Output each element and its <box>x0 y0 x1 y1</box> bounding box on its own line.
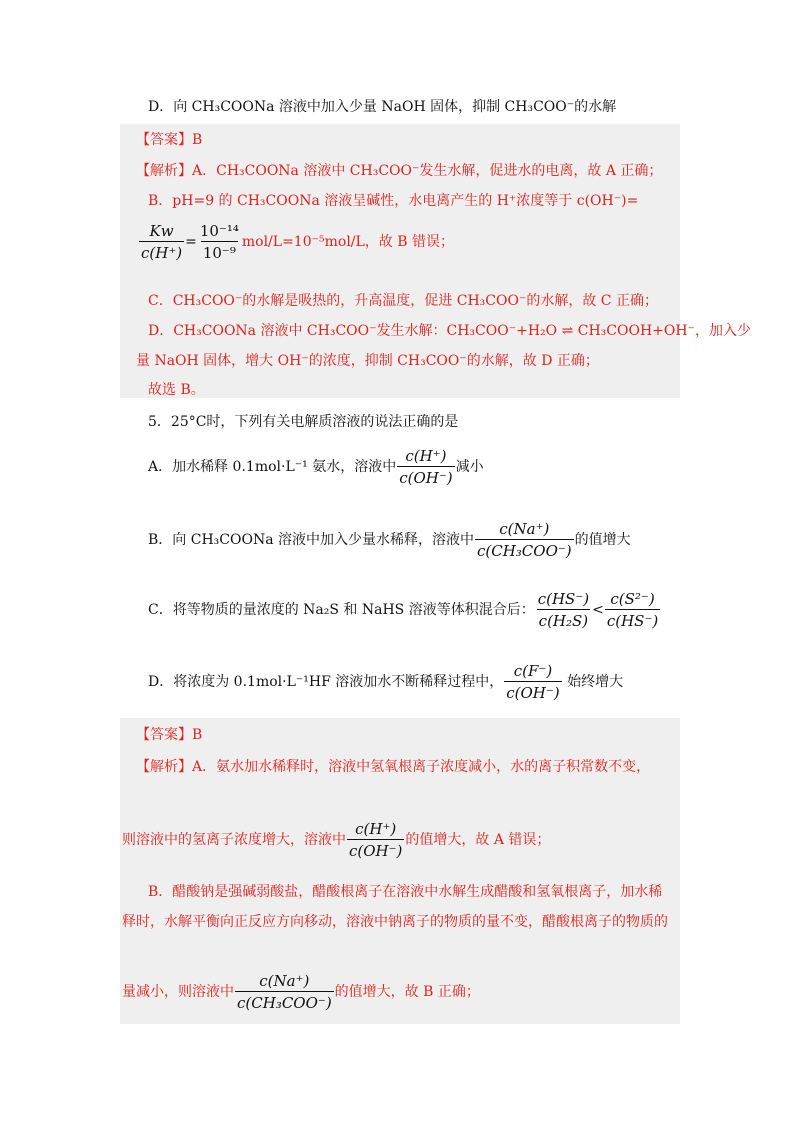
fraction-numerator: c(Na⁺) <box>259 972 310 990</box>
q4-analysis-line1: 【解析】A．CH₃COONa 溶液中 CH₃COO⁻发生水解，促进水的电离，故 A 正确； <box>136 163 663 179</box>
q5-option-b-fraction <box>475 520 574 560</box>
fraction-numerator: c(H⁺) <box>355 820 397 838</box>
q4-analysis-line4: C．CH₃COO⁻的水解是吸热的，升高温度，促进 CH₃COO⁻的水解，故 C 正确； <box>148 293 658 309</box>
fraction-denominator: c(OH⁻) <box>504 681 561 702</box>
q5-option-c-text: C．将等物质的量浓度的 Na₂S 和 NaHS 溶液等体积混合后： <box>148 602 535 618</box>
fraction-denominator: c(H₂S) <box>537 609 590 630</box>
q4-analysis-line7: 故选 B。 <box>148 382 205 398</box>
q5-option-d <box>148 662 623 702</box>
fraction-numerator: c(F⁻) <box>513 662 553 680</box>
q4-analysis-line3-tail: mol/L=10⁻⁵mol/L，故 B 错误； <box>241 234 455 250</box>
kw-fraction <box>139 222 184 262</box>
q5-analysis-line5-tail: 的值增大，故 B 正确； <box>334 984 480 1000</box>
q5-analysis-line5 <box>122 972 480 1012</box>
q5-option-d-fraction <box>504 662 561 702</box>
fraction-denominator: c(CH₃COO⁻) <box>475 539 574 560</box>
q5-option-c <box>148 590 661 630</box>
value-numerator: 10⁻¹⁴ <box>199 222 239 240</box>
q5-analysis-line2-text: 则溶液中的氢离子浓度增大，溶液中 <box>122 832 346 848</box>
q5-analysis-line4: 释时，水解平衡向正反应方向移动，溶液中钠离子的物质的量不变，醋酸根离子的物质的 <box>122 914 668 930</box>
fraction-numerator: c(S²⁻) <box>610 590 655 608</box>
q5-option-c-fraction-2 <box>605 590 660 630</box>
q5-analysis-line2-tail: 的值增大，故 A 错误； <box>405 832 551 848</box>
value-denominator: 10⁻⁹ <box>201 241 238 262</box>
kw-denominator: c(H⁺) <box>139 241 184 262</box>
q4-analysis-line6: 量 NaOH 固体，增大 OH⁻的浓度，抑制 CH₃COO⁻的水解，故 D 正确； <box>136 353 599 369</box>
q5-option-d-text: D．将浓度为 0.1mol·L⁻¹HF 溶液加水不断稀释过程中， <box>148 674 504 690</box>
q5-option-b <box>148 520 631 560</box>
q5-option-a <box>148 447 484 487</box>
q5-option-a-tail: 减小 <box>455 459 484 475</box>
q5-analysis-line3: B．醋酸钠是强碱弱酸盐，醋酸根离子在溶液中水解生成醋酸和氢氧根离子，加水稀 <box>148 884 663 900</box>
value-fraction <box>198 222 241 262</box>
q5-option-a-fraction <box>397 447 454 487</box>
q5-analysis-line2 <box>122 820 550 860</box>
fraction-denominator: c(CH₃COO⁻) <box>235 991 334 1012</box>
kw-numerator: Kw <box>149 222 174 240</box>
q5-answer: 【答案】B <box>136 727 203 743</box>
q5-analysis-line5-fraction <box>235 972 334 1012</box>
q5-option-b-tail: 的值增大 <box>574 532 631 548</box>
fraction-numerator: c(Na⁺) <box>499 520 550 538</box>
q4-analysis-line5: D．CH₃COONa 溶液中 CH₃COO⁻发生水解：CH₃COO⁻+H₂O ⇌ CH₃COOH+OH⁻，加入少 <box>148 323 751 339</box>
q5-option-d-tail: 始终增大 <box>567 674 624 690</box>
fraction-denominator: c(HS⁻) <box>605 609 660 630</box>
q5-analysis-line1: 【解析】A．氨水加水稀释时，溶液中氢氧根离子浓度减小，水的离子积常数不变， <box>136 759 651 775</box>
fraction-numerator: c(HS⁻) <box>537 590 590 608</box>
q5-option-c-fraction-1 <box>536 590 591 630</box>
q5-option-a-text: A．加水稀释 0.1mol·L⁻¹ 氨水，溶液中 <box>148 459 397 475</box>
q5-analysis-line5-text: 量减小，则溶液中 <box>122 984 234 1000</box>
fraction-numerator: c(H⁺) <box>405 447 447 465</box>
q5-option-b-text: B．向 CH₃COONa 溶液中加入少量水稀释，溶液中 <box>148 532 474 548</box>
q5-stem: 5．25°C时，下列有关电解质溶液的说法正确的是 <box>148 414 459 430</box>
fraction-denominator: c(OH⁻) <box>347 839 404 860</box>
less-than-sign: < <box>592 602 604 618</box>
q4-option-d: D．向 CH₃COONa 溶液中加入少量 NaOH 固体，抑制 CH₃COO⁻的水解 <box>148 99 617 115</box>
q4-analysis-formula: $\frac{Kw}{c(H^+)}$ = $\frac{\text{10⁻¹⁴}}{\text{10⁻⁹}}$ mol/L=10⁻⁵mol/L，故 B 错误； <box>141 222 455 262</box>
q4-answer: 【答案】B <box>136 132 203 148</box>
q5-analysis-line2-fraction <box>347 820 404 860</box>
q4-analysis-line2: B．pH=9 的 CH₃COONa 溶液呈碱性，水电离产生的 H⁺浓度等于 c(OH⁻)= <box>148 193 639 209</box>
fraction-denominator: c(OH⁻) <box>397 466 454 487</box>
